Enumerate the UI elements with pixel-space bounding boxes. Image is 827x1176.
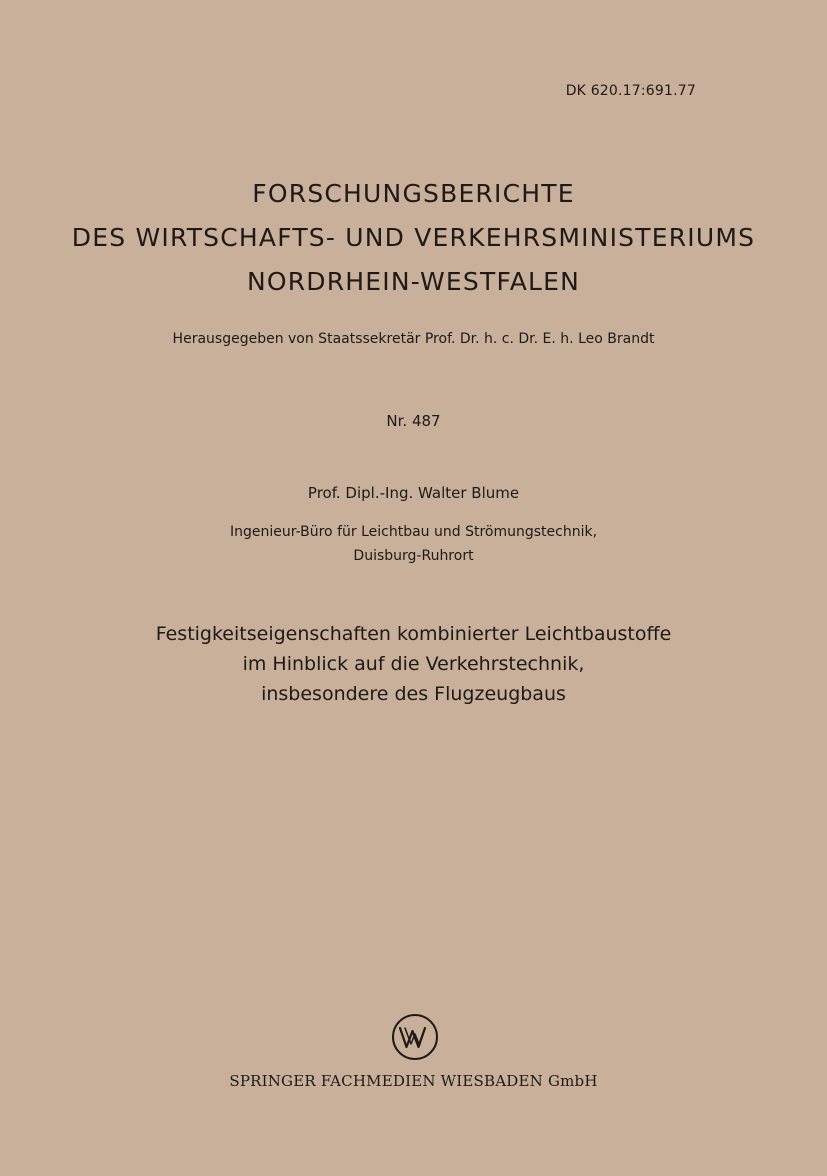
series-title-line3: NORDRHEIN-WESTFALEN (246, 267, 581, 296)
book-title-line2: im Hinblick auf die Verkehrstechnik, (242, 653, 585, 675)
editor-line: Herausgegeben von Staatssekretär Prof. Dr. h. c. Dr. E. h. Leo Brandt (172, 331, 655, 347)
book-title-line1: Festigkeitseigenschaften kombinierter Leichtbaustoffe (155, 623, 672, 645)
report-number: Nr. 487 (386, 412, 441, 430)
author-affiliation (0, 520, 827, 568)
author-name: Prof. Dipl.-Ing. Walter Blume (307, 484, 520, 502)
affiliation-line2: Duisburg-Ruhrort (353, 548, 474, 564)
classification-code: DK 620.17:691.77 (565, 83, 696, 99)
publisher-logo-icon (390, 1012, 440, 1062)
publisher-name: SPRINGER FACHMEDIEN WIESBADEN GmbH (229, 1072, 598, 1090)
series-title (0, 172, 827, 304)
series-title-line1: FORSCHUNGSBERICHTE (252, 179, 575, 208)
book-title (0, 619, 827, 709)
series-title-line2: DES WIRTSCHAFTS- UND VERKEHRSMINISTERIUMS (71, 223, 756, 252)
affiliation-line1: Ingenieur-Büro für Leichtbau und Strömungstechnik, (229, 524, 598, 540)
book-title-line3: insbesondere des Flugzeugbaus (261, 683, 566, 705)
